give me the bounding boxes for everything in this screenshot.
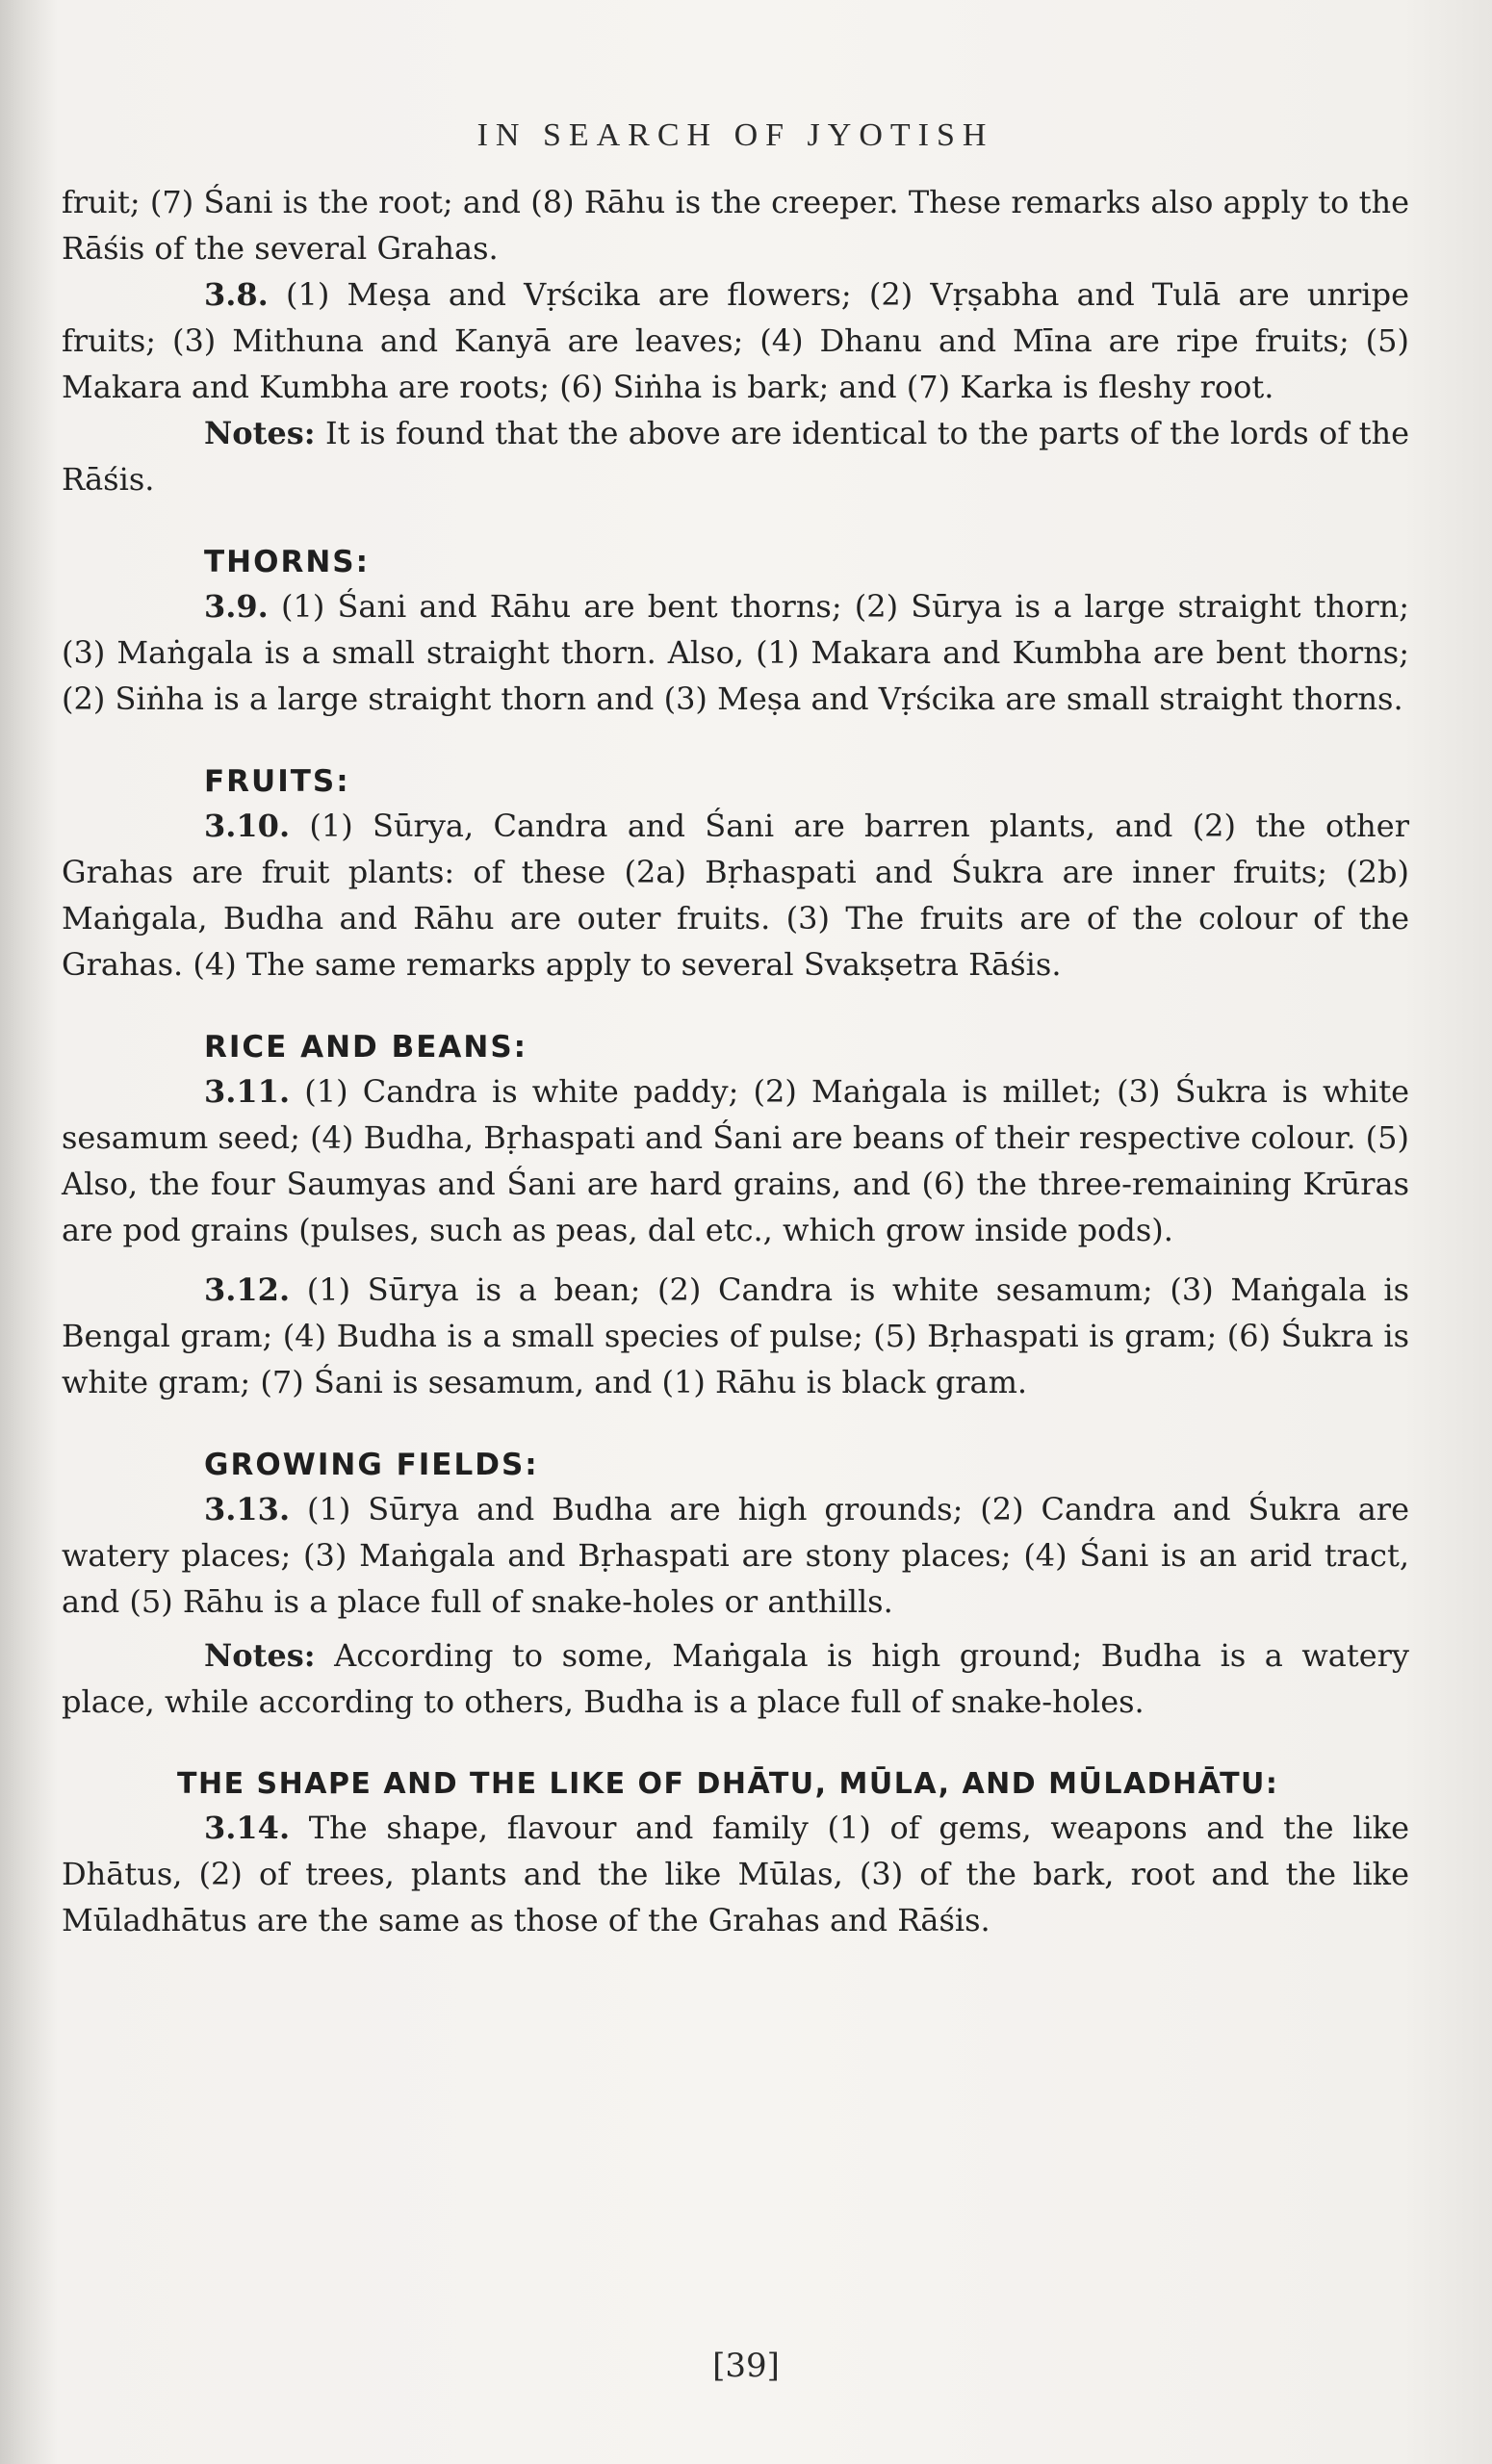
paragraph-text: (1) Sūrya, Candra and Śani are barren plants, and (2) the other Grahas are fruit plants: of these (2a) Bṛhaspati and Śukra are inner fruits; (2b) Maṅgala, Budha and Rāhu are outer fruits. (3) The fruits are of the colour of the Grahas. (4) The same remarks apply to several Svakṣetra Rāśis. — [62, 808, 1410, 983]
notes-label: Notes: — [204, 415, 316, 451]
paragraph-continuation — [62, 179, 1409, 271]
paragraph-text: fruit; (7) Śani is the root; and (8) Rāhu is the creeper. These remarks also apply to the Rāśis of the several Grahas. — [62, 184, 1409, 267]
section-heading-shape: THE SHAPE AND THE LIKE OF DHĀTU, MŪLA, AND MŪLADHĀTU: — [177, 1767, 1279, 1801]
running-head: IN SEARCH OF JYOTISH — [476, 117, 994, 153]
paragraph-3-8 — [62, 271, 1409, 410]
page-content — [62, 106, 1409, 1943]
page-number: [39] — [712, 2347, 780, 2385]
paragraph-3-12 — [62, 1267, 1409, 1405]
notes-label: Notes: — [204, 1637, 316, 1674]
paragraph-3-13 — [62, 1486, 1409, 1625]
paragraph-text: The shape, flavour and family (1) of gems, weapons and the like Dhātus, (2) of trees, plants and the like Mūlas, (3) of the bark, root and the like Mūladhātus are the same as those of the Grahas and Rāśis. — [62, 1810, 1410, 1938]
paragraph-number: 3.13. — [204, 1491, 291, 1527]
section-heading-thorns: THORNS: — [204, 545, 370, 579]
paragraph-text: (1) Sūrya is a bean; (2) Candra is white sesamum; (3) Maṅgala is Bengal gram; (4) Budha is a small species of pulse; (5) Bṛhaspati is gram; (6) Śukra is white gram; (7) Śani is sesamum, and (1) Rāhu is black gram. — [62, 1271, 1410, 1400]
paragraph-3-14 — [62, 1805, 1409, 1943]
paragraph-text: (1) Śani and Rāhu are bent thorns; (2) Sūrya is a large straight thorn; (3) Maṅgala is a small straight thorn. Also, (1) Makara and Kumbha are bent thorns; (2) Siṅha is a large straight thorn and (3) Meṣa and Vṛścika are small straight thorns. — [62, 588, 1410, 717]
paragraph-number: 3.8. — [204, 276, 269, 313]
paragraph-text: According to some, Maṅgala is high ground; Budha is a watery place, while according to others, Budha is a place full of snake-holes. — [62, 1637, 1410, 1720]
paragraph-text: It is found that the above are identical to the parts of the lords of the Rāśis. — [62, 415, 1409, 498]
paragraph-number: 3.10. — [204, 808, 291, 844]
paragraph-3-10 — [62, 803, 1409, 988]
paragraph-number: 3.9. — [204, 588, 269, 625]
paragraph-number: 3.11. — [204, 1073, 291, 1110]
paragraph-text: (1) Sūrya and Budha are high grounds; (2) Candra and Śukra are watery places; (3) Maṅgala and Bṛhaspati are stony places; (4) Śani is an arid tract, and (5) Rāhu is a place full of snake-holes or anthills. — [62, 1491, 1410, 1620]
notes-paragraph — [62, 410, 1409, 502]
paragraph-3-9 — [62, 583, 1409, 722]
section-heading-fruits: FRUITS: — [204, 764, 350, 799]
section-heading-rice-and-beans: RICE AND BEANS: — [204, 1030, 528, 1065]
paragraph-text: (1) Candra is white paddy; (2) Maṅgala is millet; (3) Śukra is white sesamum seed; (4) Budha, Bṛhaspati and Śani are beans of their respective colour. (5) Also, the four Saumyas and Śani are hard grains, and (6) the three-remaining Krūras are pod grains (pulses, such as peas, dal etc., which grow inside pods). — [62, 1073, 1409, 1248]
section-heading-growing-fields: GROWING FIELDS: — [204, 1448, 539, 1482]
paragraph-number: 3.14. — [204, 1810, 291, 1846]
notes-paragraph — [62, 1632, 1409, 1725]
paragraph-3-11 — [62, 1068, 1409, 1253]
paragraph-text: (1) Meṣa and Vṛścika are flowers; (2) Vṛṣabha and Tulā are unripe fruits; (3) Mithuna and Kanyā are leaves; (4) Dhanu and Mīna are ripe fruits; (5) Makara and Kumbha are roots; (6) Siṅha is bark; and (7) Karka is fleshy root. — [62, 276, 1410, 405]
paragraph-number: 3.12. — [204, 1271, 291, 1308]
